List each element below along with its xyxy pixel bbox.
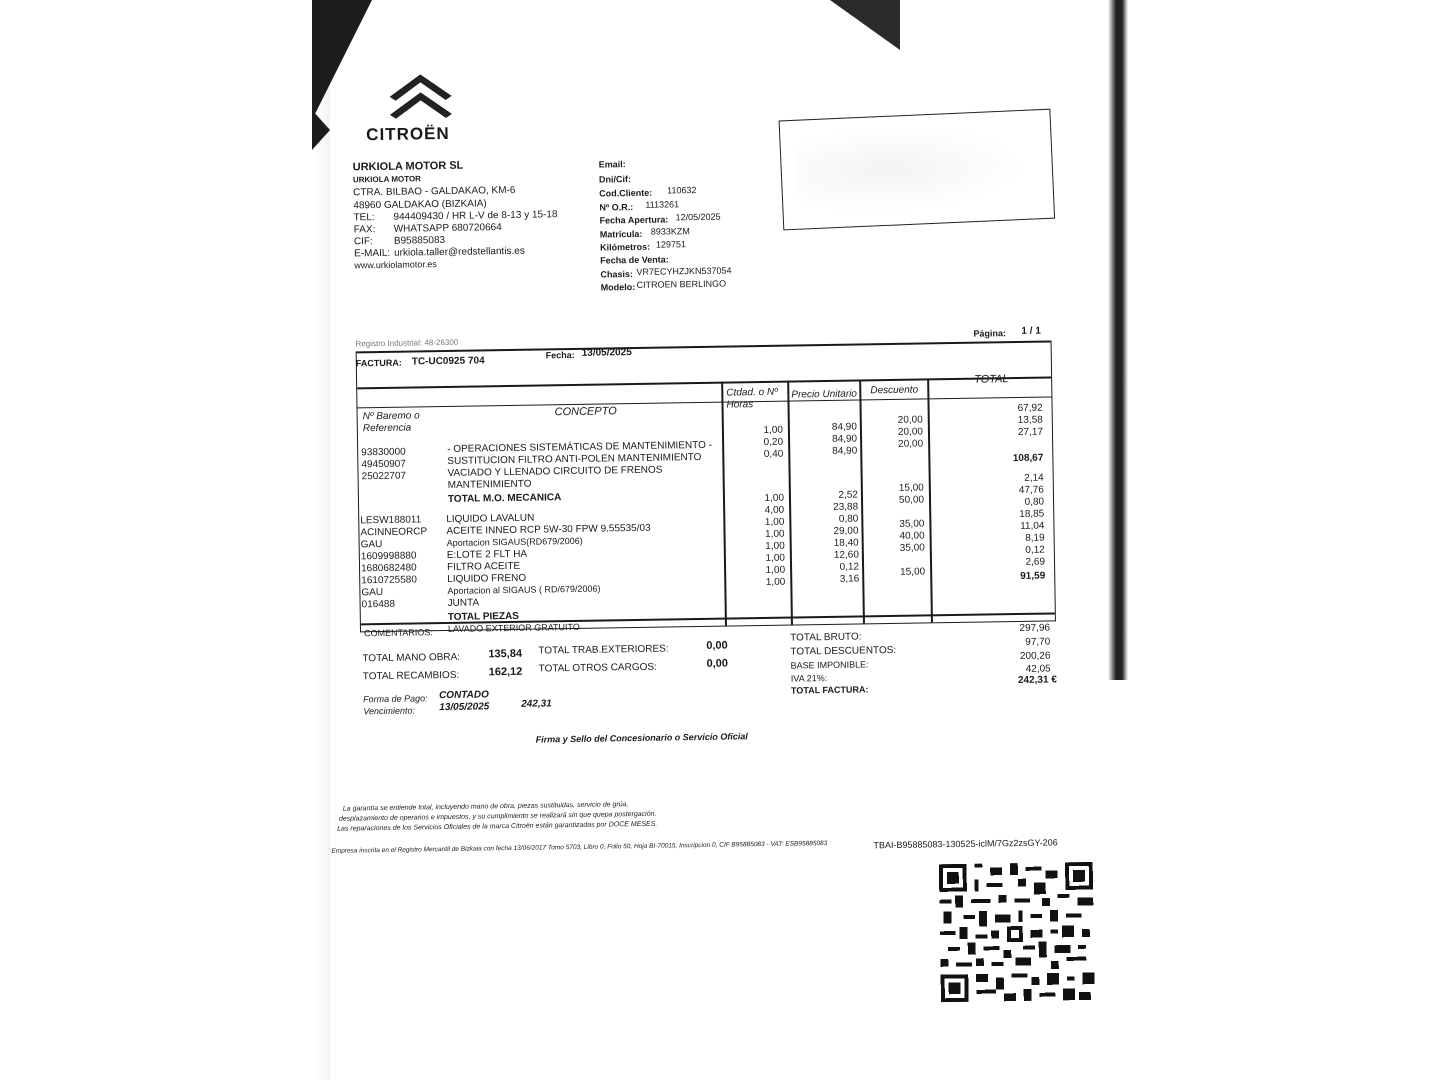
precio-2: 84,90 (831, 433, 858, 445)
citroen-chevrons-icon (385, 66, 456, 121)
company-tel: 944409430 / HR L-V de 8-13 y 15-18 (393, 209, 558, 223)
precio-11: 3,16 (839, 573, 860, 585)
precio-7: 29,00 (833, 525, 859, 537)
concepto-9: Aportacion SIGAUS(RD679/2006) (446, 535, 583, 548)
header-descuento: Descuento (870, 384, 919, 397)
factura-label: FACTURA: (355, 357, 402, 369)
header-precio: Precio Unitario (791, 388, 858, 401)
total-mo-value: 108,67 (1012, 452, 1044, 465)
qr-code-icon (938, 862, 1096, 1002)
trab-ext-value: 0,00 (706, 639, 728, 652)
company-fax: WHATSAPP 680720664 (393, 222, 502, 235)
mano-obra-value: 135,84 (488, 647, 523, 661)
client-fecha-label: Fecha Apertura: (599, 214, 669, 226)
concepto-1: - OPERACIONES SISTEMÁTICAS DE MANTENIMIENTO - (447, 439, 713, 455)
legal-line3: Las reparaciones de los Servicios Oficiales de la marca Citroën están garantizadas por DOCE MESES. (337, 820, 658, 833)
descuento-7: 40,00 (899, 530, 925, 542)
bruto-label: TOTAL BRUTO: (790, 631, 862, 644)
descuento-8: 35,00 (899, 542, 925, 554)
otros-label: TOTAL OTROS CARGOS: (538, 661, 657, 675)
client-or: 1113261 (645, 199, 680, 210)
precio-4: 2,52 (838, 489, 859, 501)
cantidad-4: 1,00 (764, 492, 785, 504)
total-8: 18,85 (1019, 508, 1045, 520)
brand-name: CITROËN (366, 123, 450, 145)
total-7: 0,80 (1024, 496, 1045, 508)
client-matricula: 8933KZM (650, 226, 690, 237)
firma-sello: Firma y Sello del Concesionario o Servicio Oficial (535, 731, 748, 745)
company-email: urkiola.taller@redstellantis.es (394, 245, 525, 259)
total-2: 13,58 (1017, 414, 1043, 426)
ref-10: 1680682480 (360, 562, 417, 575)
descuento-5: 50,00 (898, 494, 925, 506)
total-10: 8,19 (1025, 532, 1045, 544)
precio-3: 84,90 (832, 445, 858, 457)
company-cif-label: CIF: (353, 236, 373, 248)
ref-12: GAU (361, 586, 384, 599)
total-9: 11,04 (1020, 520, 1045, 532)
total-5: 2,14 (1024, 472, 1044, 484)
cantidad-2: 0,20 (763, 436, 784, 448)
client-matricula-label: Matrícula: (599, 228, 643, 240)
concepto-total-mo: TOTAL M.O. MECANICA (447, 492, 562, 505)
cantidad-10: 1,00 (765, 564, 786, 576)
cantidad-6: 1,00 (764, 516, 785, 528)
client-dni-label: Dni/Cif: (598, 174, 632, 185)
client-venta-label: Fecha de Venta: (600, 254, 669, 266)
citroen-logo (365, 65, 476, 147)
concepto-14: JUNTA (447, 597, 480, 609)
client-modelo-label: Modelo: (600, 281, 636, 293)
ref-1: 93830000 (361, 446, 406, 459)
company-email-label: E-MAIL: (354, 247, 391, 260)
client-cod-label: Cod.Cliente: (599, 187, 653, 199)
vencimiento-importe: 242,31 (521, 698, 552, 710)
tbai-code: TBAI-B95885083-130525-iclM/7Gz2zsGY-206 (873, 837, 1058, 851)
iva-value: 42,05 (1025, 663, 1051, 675)
precio-8: 18,40 (833, 537, 859, 549)
concepto-2: SUSTITUCION FILTRO ANTI-POLEN MANTENIMIENTO (447, 451, 702, 467)
forma-pago-value: CONTADO (438, 689, 489, 702)
recambios-value: 162,12 (488, 665, 523, 679)
ref-3: 25022707 (361, 470, 407, 483)
client-modelo: CITROEN BERLINGO (636, 278, 727, 290)
company-tel-label: TEL: (353, 212, 375, 224)
total-6: 47,76 (1018, 484, 1044, 496)
redacted-address-box (779, 109, 1056, 231)
comments-label: COMENTARIOS: (363, 627, 433, 639)
descuentos-value: 97,70 (1025, 636, 1051, 648)
ref-2: 49450907 (361, 458, 406, 471)
concepto-8: ACEITE INNEO RCP 5W-30 FPW 9.55535/03 (446, 522, 651, 537)
precio-6: 0,80 (838, 513, 859, 525)
ref-9: 1609998880 (360, 550, 417, 563)
cantidad-1: 1,00 (763, 424, 784, 436)
precio-1: 84,90 (831, 421, 857, 433)
ref-7: ACINNEORCP (360, 526, 428, 539)
total-1: 67,92 (1017, 402, 1043, 414)
client-fecha: 12/05/2025 (675, 211, 721, 223)
concepto-total-piezas: TOTAL PIEZAS (447, 610, 520, 623)
header-cantidad: Ctdad. o Nº Horas (726, 386, 778, 411)
vencimiento-fecha: 13/05/2025 (439, 701, 490, 714)
client-chasis: VR7ECYHZJKN537054 (636, 265, 732, 277)
header-concepto: CONCEPTO (554, 405, 617, 419)
mano-obra-label: TOTAL MANO OBRA: (362, 651, 461, 665)
trab-ext-label: TOTAL TRAB.EXTERIORES: (538, 643, 669, 657)
descuento-1: 20,00 (897, 414, 923, 426)
total-factura-label: TOTAL FACTURA: (790, 684, 869, 696)
cantidad-9: 1,00 (765, 552, 786, 564)
precio-10: 0,12 (839, 561, 860, 573)
concepto-4: MANTENIMIENTO (447, 478, 532, 491)
company-web: www.urkiolamotor.es (354, 259, 437, 271)
company-subname: URKIOLA MOTOR (352, 174, 421, 185)
forma-pago-label: Forma de Pago: (363, 693, 428, 705)
pagina-value: 1 / 1 (1021, 325, 1041, 337)
total-piezas-value: 91,59 (1020, 570, 1046, 582)
concepto-13: Aportacion al SIGAUS ( RD/679/2006) (447, 583, 601, 596)
client-cod: 110632 (667, 185, 697, 196)
concepto-3: VACIADO Y LLENADO CIRCUITO DE FRENOS (447, 464, 663, 479)
company-cif: B95885083 (393, 234, 446, 247)
cantidad-8: 1,00 (765, 540, 785, 552)
base-value: 200,26 (1019, 650, 1051, 662)
registro-industrial: Registro Industrial: 48-26300 (355, 337, 459, 349)
fecha-label: Fecha: (545, 349, 575, 361)
ref-11: 1610725580 (361, 574, 417, 587)
iva-label: IVA 21%: (790, 673, 828, 684)
descuento-6: 35,00 (899, 518, 925, 530)
concepto-11: FILTRO ACEITE (446, 560, 521, 573)
total-factura-value: 242,31 € (1017, 674, 1057, 687)
ref-13: 016488 (361, 598, 396, 611)
header-total: TOTAL (974, 373, 1009, 386)
legal-line2: desplazamiento de operarios e impuestos, y su cumplimiento se realizará sin que quepa postergación. (338, 810, 657, 823)
client-km-label: Kilómetros: (599, 241, 651, 253)
header-ref: Nº Baremo o Referencia (362, 410, 420, 435)
descuentos-label: TOTAL DESCUENTOS: (790, 644, 897, 658)
total-11: 0,12 (1025, 544, 1045, 556)
concepto-12: LIQUIDO FRENO (447, 572, 527, 585)
company-fax-label: FAX: (353, 224, 376, 236)
comments-text: LAVADO EXTERIOR GRATUITO (447, 621, 580, 634)
ref-6: LESW188011 (360, 514, 422, 527)
precio-5: 23,88 (833, 501, 859, 513)
total-3: 27,17 (1017, 426, 1044, 438)
legal-line4: Empresa inscrita en el Registro Mercantil de Bizkaia con fecha 13/06/2017 Tomo 5703, Libro 0, Folio 50, Hoja BI-70015, Inscripcion 0, CIF B95885083 - VAT: ESB95885083 (331, 840, 828, 855)
client-email-label: Email: (598, 159, 626, 170)
client-or-label: Nº O.R.: (599, 202, 634, 213)
client-chasis-label: Chasis: (600, 269, 634, 280)
cantidad-7: 1,00 (764, 528, 785, 540)
cantidad-5: 4,00 (764, 504, 785, 516)
total-12: 2,69 (1025, 556, 1046, 568)
bruto-value: 297,96 (1019, 622, 1051, 634)
factura-number: TC-UC0925 704 (411, 355, 485, 368)
cantidad-3: 0,40 (763, 448, 784, 460)
company-name: URKIOLA MOTOR SL (352, 159, 464, 174)
fecha-value: 13/05/2025 (581, 347, 632, 359)
vencimiento-label: Vencimiento: (363, 705, 416, 717)
company-address2: 48960 GALDAKAO (BIZKAIA) (353, 198, 487, 212)
cantidad-11: 1,00 (765, 576, 786, 588)
recambios-label: TOTAL RECAMBIOS: (362, 669, 460, 683)
descuento-3: 20,00 (898, 438, 924, 450)
concepto-7: LIQUIDO LAVALUN (446, 512, 535, 525)
otros-value: 0,00 (706, 657, 729, 670)
company-address1: CTRA. BILBAO - GALDAKAO, KM-6 (353, 184, 516, 199)
pagina-label: Página: (973, 328, 1007, 339)
base-label: BASE IMPONIBLE: (790, 659, 869, 671)
legal-line1: La garantía se entiende total, incluyendo mano de obra, piezas sustituidas, servicio de grúa, (342, 801, 629, 813)
descuento-2: 20,00 (897, 426, 924, 438)
concepto-10: E:LOTE 2 FLT HA (446, 548, 528, 561)
descuento-9: 15,00 (900, 566, 926, 578)
client-km: 129751 (655, 239, 687, 250)
descuento-4: 15,00 (898, 482, 924, 494)
precio-9: 12,60 (833, 549, 859, 561)
ref-8: GAU (360, 538, 383, 551)
